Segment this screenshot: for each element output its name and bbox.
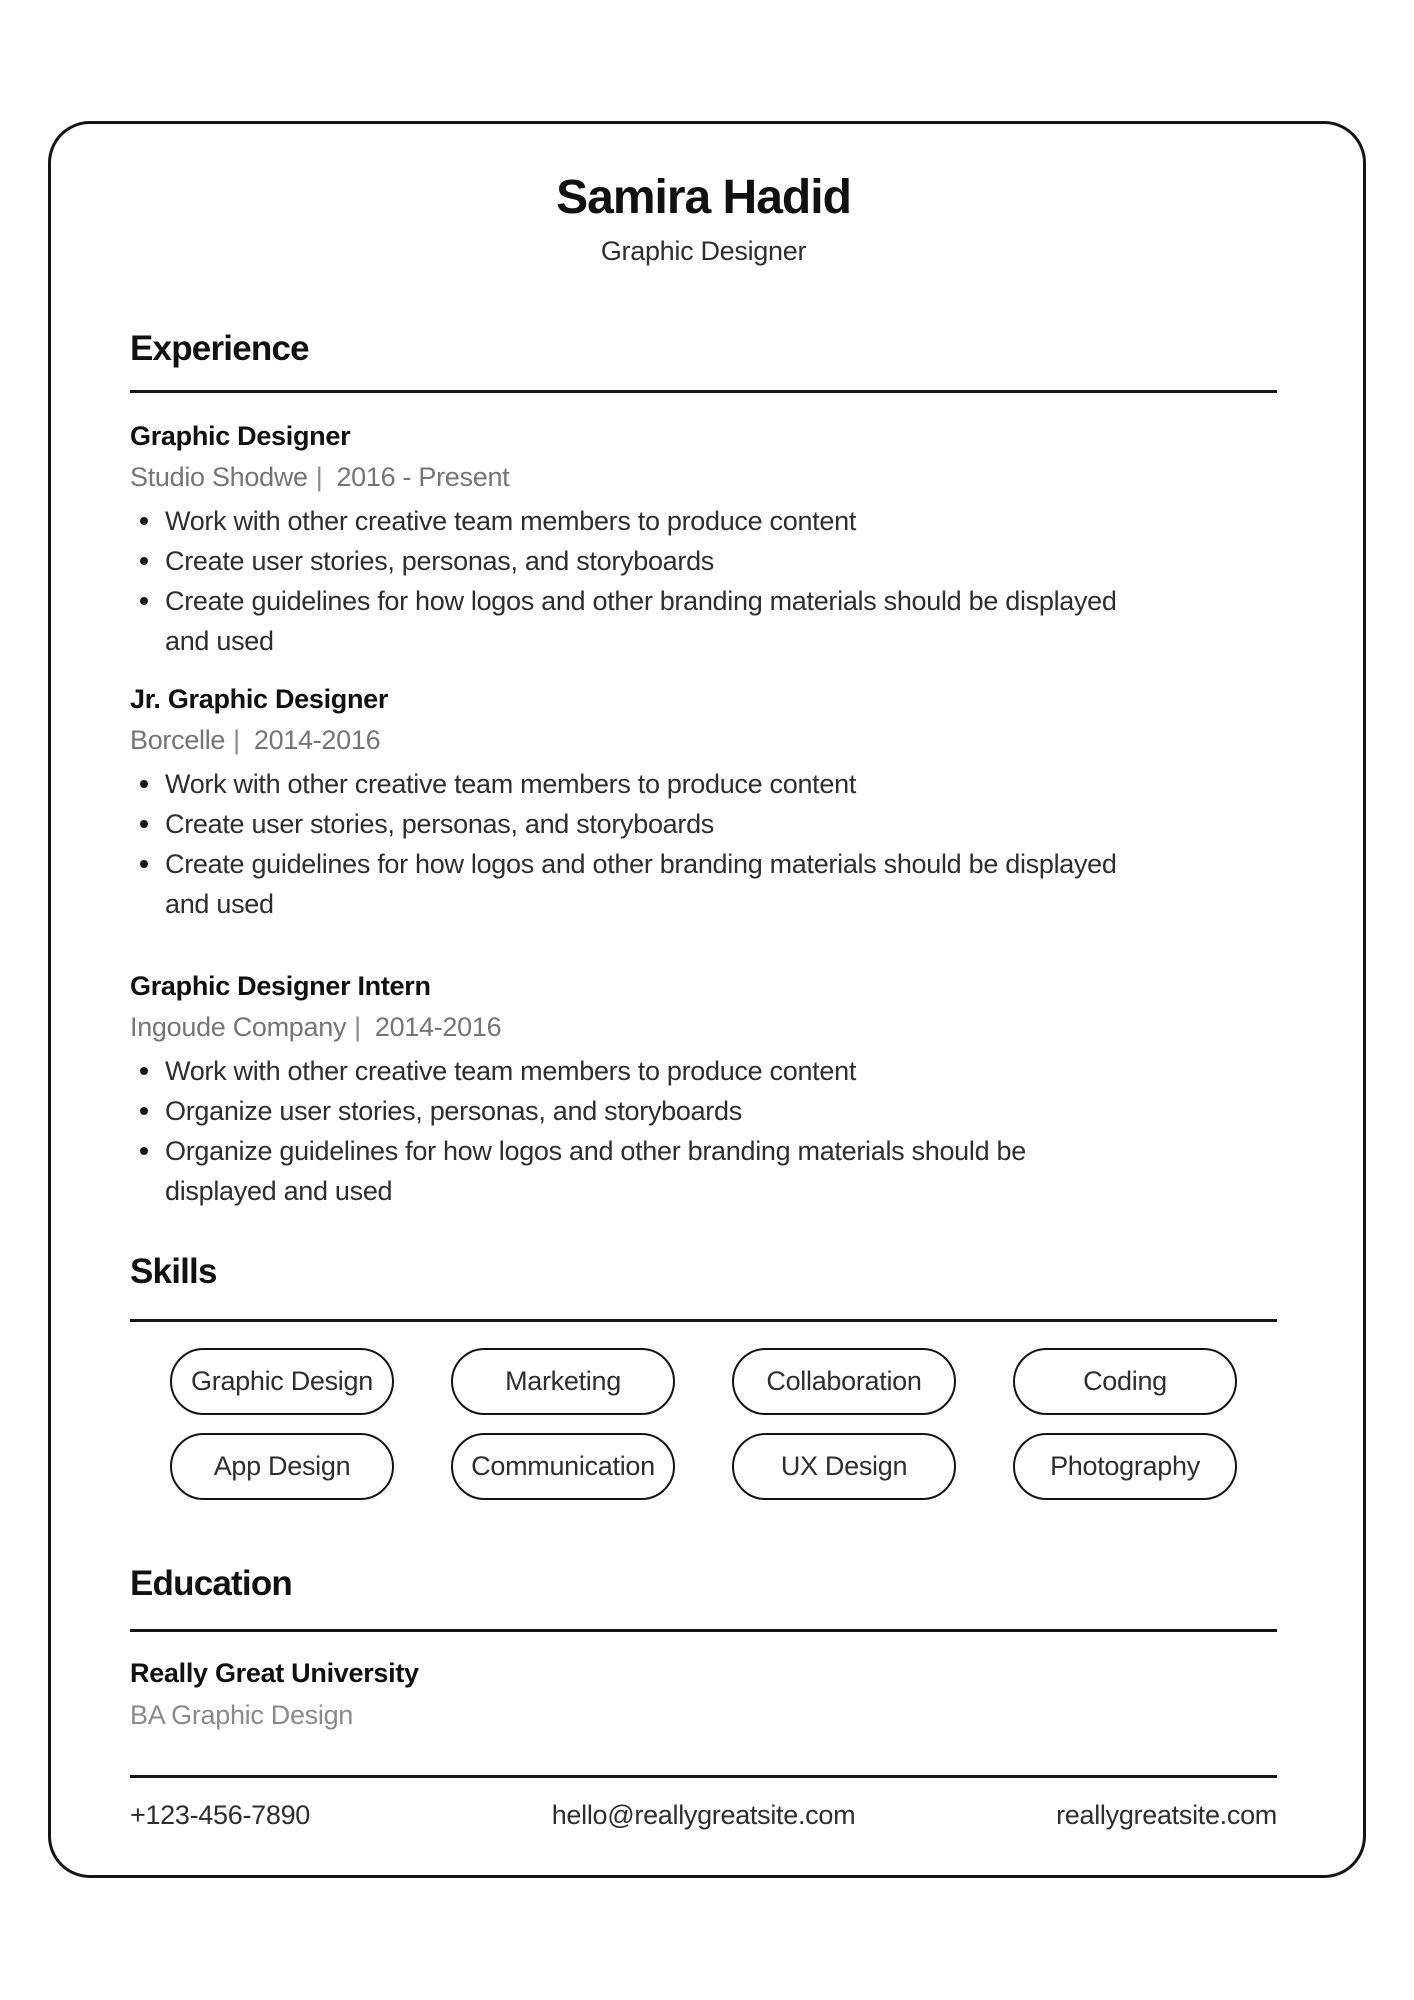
education-degree: BA Graphic Design — [130, 1700, 354, 1730]
job-bullet-list — [130, 501, 1277, 661]
job-meta — [130, 463, 1277, 491]
job-bullet-list — [130, 1051, 1277, 1211]
person-job-title: Graphic Designer — [600, 236, 807, 266]
skill-pill: Photography — [1013, 1433, 1237, 1500]
experience-entry — [130, 972, 1277, 1211]
job-company: Borcelle — [130, 725, 226, 755]
job-title: Graphic Designer Intern — [130, 971, 431, 1001]
resume-page — [48, 121, 1366, 1878]
contact-footer — [130, 1801, 1277, 1829]
experience-heading: Experience — [130, 329, 309, 368]
skills-divider — [130, 1319, 1277, 1322]
contact-website: reallygreatsite.com — [1056, 1800, 1277, 1830]
job-separator: | — [315, 462, 323, 492]
job-meta — [130, 1013, 1277, 1041]
job-bullet: Organize guidelines for how logos and other branding materials should be displayed and used — [130, 1131, 1120, 1211]
skills-heading: Skills — [130, 1252, 217, 1291]
job-bullet: Work with other creative team members to produce content — [130, 501, 1120, 541]
experience-entry — [130, 422, 1277, 661]
job-bullet: Create guidelines for how logos and other branding materials should be displayed and used — [130, 581, 1120, 661]
footer-divider — [130, 1775, 1277, 1778]
skill-pill: UX Design — [732, 1433, 956, 1500]
skill-pill: Graphic Design — [170, 1348, 394, 1415]
job-separator: | — [233, 725, 240, 755]
job-meta — [130, 726, 1277, 754]
job-bullet: Create guidelines for how logos and other branding materials should be displayed and used — [130, 844, 1120, 924]
experience-entry — [130, 685, 1277, 924]
job-dates: 2014-2016 — [374, 1012, 502, 1042]
contact-email: hello@reallygreatsite.com — [551, 1800, 856, 1830]
job-title: Jr. Graphic Designer — [130, 684, 389, 714]
job-bullet: Work with other creative team members to produce content — [130, 764, 1120, 804]
experience-divider — [130, 390, 1277, 393]
job-bullet: Create user stories, personas, and storyboards — [130, 804, 1120, 844]
job-company: Ingoude Company — [130, 1012, 347, 1042]
education-divider — [130, 1629, 1277, 1632]
skill-pill: Collaboration — [732, 1348, 956, 1415]
contact-phone: +123-456-7890 — [130, 1800, 311, 1830]
education-heading: Education — [130, 1564, 292, 1603]
job-bullet-list — [130, 764, 1277, 924]
skill-pill: Coding — [1013, 1348, 1237, 1415]
skills-pill-grid — [130, 1348, 1277, 1500]
job-title: Graphic Designer — [130, 421, 351, 451]
job-bullet: Organize user stories, personas, and storyboards — [130, 1091, 1120, 1131]
job-separator: | — [354, 1012, 361, 1042]
job-dates: 2014-2016 — [253, 725, 381, 755]
skill-pill: App Design — [170, 1433, 394, 1500]
job-company: Studio Shodwe — [130, 462, 308, 492]
job-bullet: Work with other creative team members to produce content — [130, 1051, 1120, 1091]
education-school: Really Great University — [130, 1658, 419, 1688]
skill-pill: Marketing — [451, 1348, 675, 1415]
job-bullet: Create user stories, personas, and storyboards — [130, 541, 1120, 581]
skill-pill: Communication — [451, 1433, 675, 1500]
job-dates: 2016 - Present — [336, 462, 510, 492]
person-name: Samira Hadid — [556, 171, 851, 224]
